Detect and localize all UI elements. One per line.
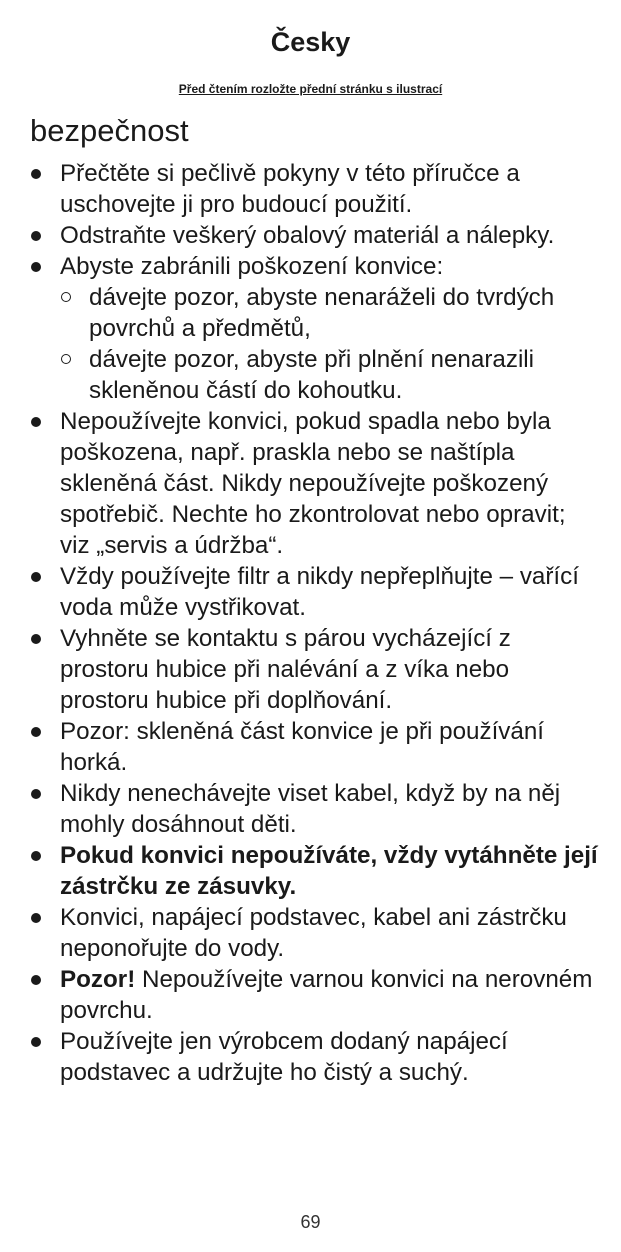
sub-list-item [60, 344, 598, 406]
list-item-text: Používejte jen výrobcem dodaný napájecí podstavec a udržujte ho čistý a suchý. [60, 1028, 508, 1086]
list-item-text: Nepoužívejte konvici, pokud spadla nebo byla poškozena, např. praskla nebo se naštípla skleněná část. Nikdy nepoužívejte poškozený spotřebič. Nechte ho zkontrolovat nebo opravit; viz „servis a údržba“. [60, 408, 566, 559]
sub-list [60, 282, 598, 406]
list-item-text: Přečtěte si pečlivě pokyny v této příručce a uschovejte ji pro budoucí použití. [60, 160, 520, 218]
sub-list-item [60, 282, 598, 344]
sub-list-item-text: dávejte pozor, abyste nenaráželi do tvrdých povrchů a předmětů, [89, 284, 555, 342]
list-item [30, 840, 598, 902]
list-item-bold-lead: Pozor! [60, 966, 136, 993]
list-item-text: Konvici, napájecí podstavec, kabel ani zástrčku neponořujte do vody. [60, 904, 567, 962]
list-item-text: Vždy používejte filtr a nikdy nepřeplňujte – vařící voda může vystřikovat. [60, 563, 579, 621]
list-item [30, 778, 598, 840]
list-item [30, 251, 598, 406]
list-item [30, 561, 598, 623]
list-item [30, 158, 598, 220]
list-item [30, 623, 598, 716]
list-item [30, 716, 598, 778]
section-heading-safety: bezpečnost [30, 113, 189, 148]
list-item-text: Abyste zabránili poškození konvice: [60, 253, 444, 280]
safety-list [30, 158, 598, 1088]
list-item-bold-text: Pokud konvici nepoužíváte, vždy vytáhněte její zástrčku ze zásuvky. [60, 842, 598, 900]
list-item [30, 1026, 598, 1088]
list-item-text: Odstraňte veškerý obalový materiál a nálepky. [60, 222, 555, 249]
list-item [30, 902, 598, 964]
list-item-text: Nikdy nenechávejte viset kabel, když by na něj mohly dosáhnout děti. [60, 780, 561, 838]
list-item-text: Nepoužívejte varnou konvici na nerovném povrchu. [60, 966, 593, 1024]
list-item [30, 220, 598, 251]
page-title: Česky [270, 27, 351, 57]
unfold-instruction-note: Před čtením rozložte přední stránku s ilustrací [178, 82, 443, 96]
list-item [30, 964, 598, 1026]
list-item-text: Pozor: skleněná část konvice je při používání horká. [60, 718, 545, 776]
list-item-text: Vyhněte se kontaktu s párou vycházející z prostoru hubice při nalévání a z víka nebo prostoru hubice při doplňování. [60, 625, 511, 714]
sub-list-item-text: dávejte pozor, abyste při plnění nenarazili skleněnou částí do kohoutku. [89, 346, 535, 404]
page-number: 69 [300, 1212, 321, 1232]
list-item [30, 406, 598, 561]
